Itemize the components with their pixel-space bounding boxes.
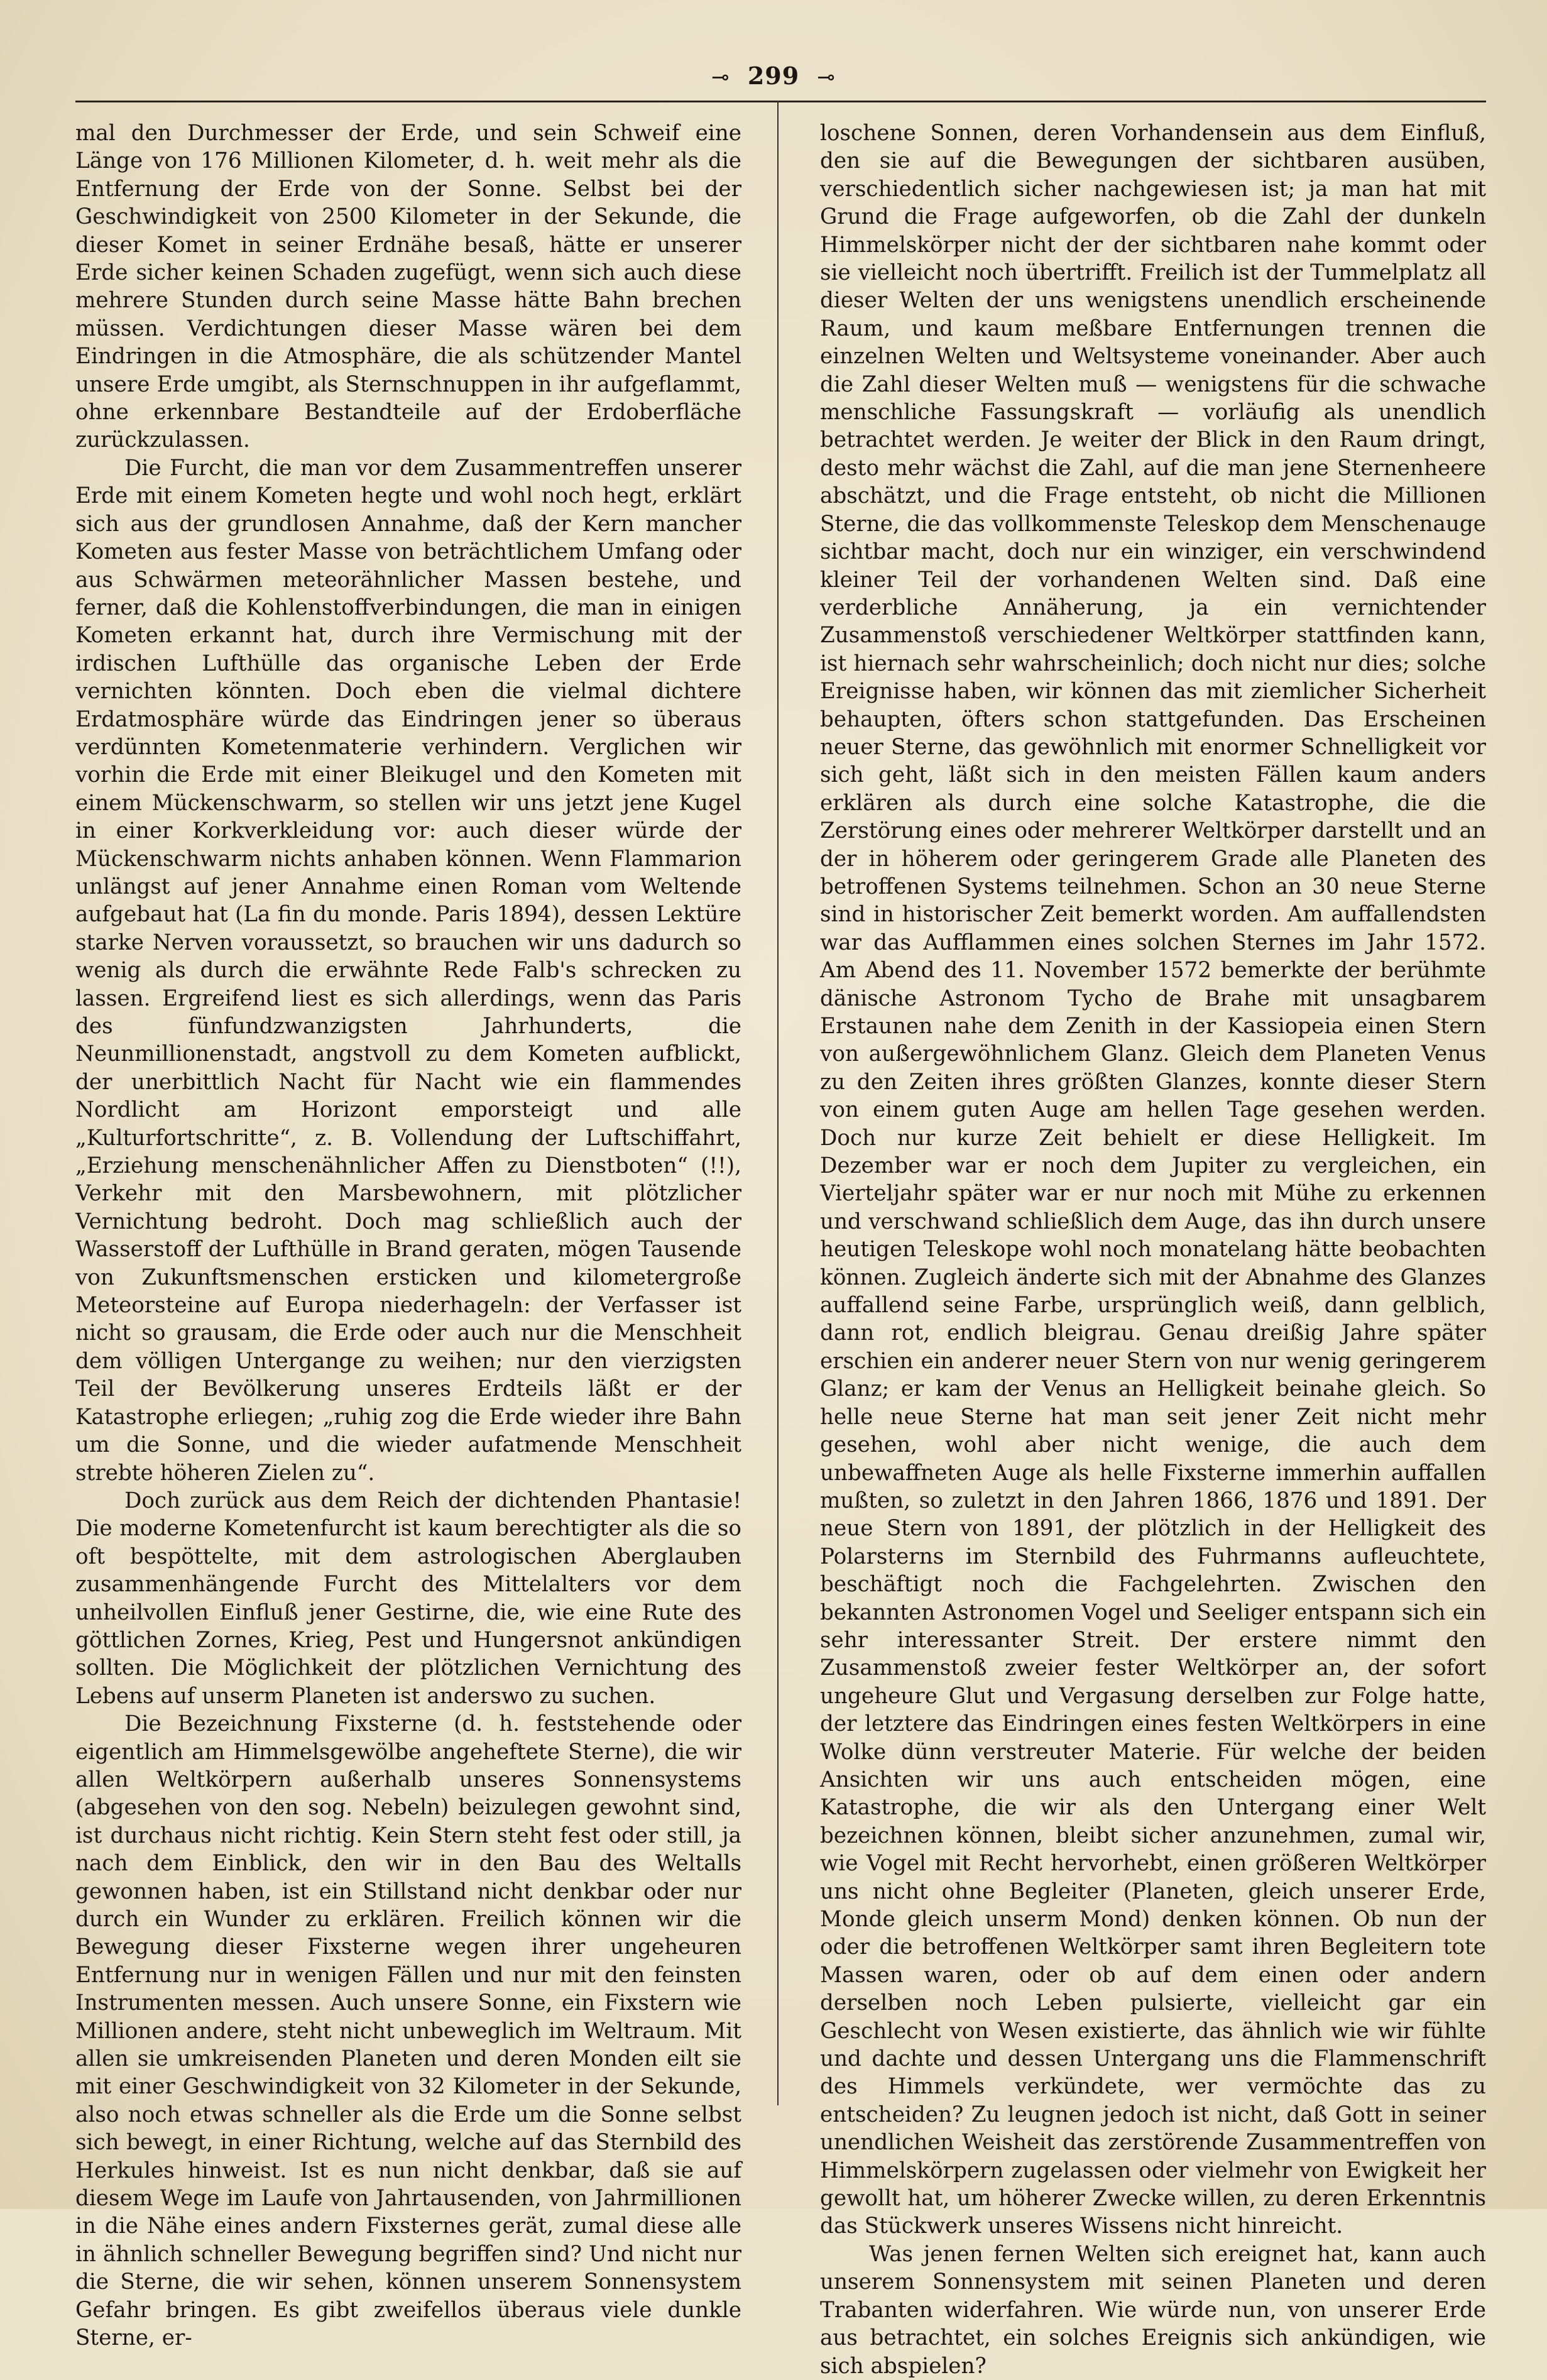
column-divider xyxy=(777,101,779,2105)
left-paragraph-3: Doch zurück aus dem Reich der dichtenden Phantasie! Die moderne Kometenfurcht ist kaum berechtigter als die so oft bespöttelte, mit dem astrologischen Aberglauben zusammenhängende Furcht des Mittelalters vor dem unheilvollen Einfluß jener Gestirne, die, wie eine Rute des göttlichen Zornes, Krieg, Pest und Hungersnot ankündigen sollten. Die Möglichkeit der plötzlichen Vernichtung des Lebens auf unserm Planeten ist anderswo zu suchen. xyxy=(75,1488,741,1709)
page-number: 299 xyxy=(747,62,800,90)
right-paragraph-2: Was jenen fernen Welten sich ereignet hat, kann auch unserem Sonnensystem mit seinen Planeten und deren Trabanten widerfahren. Wie würde nun, von unserer Erde aus betrachtet, ein solches Ereignis sich ankündigen, wie sich abspielen? xyxy=(820,2241,1486,2379)
left-paragraph-1: mal den Durchmesser der Erde, und sein Schweif eine Länge von 176 Millionen Kilometer, d. h. weit mehr als die Entfernung der Erde von der Sonne. Selbst bei der Geschwindigkeit von 2500 Kilometer in der Sekunde, die dieser Komet in seiner Erdnähe besaß, hätte er unserer Erde sicher keinen Schaden zugefügt, wenn sich auch diese mehrere Stunden durch seine Masse hätte Bahn brechen müssen. Verdichtungen dieser Masse wären bei dem Eindringen in die Atmosphäre, die als schützender Mantel unsere Erde umgibt, als Sternschnuppen in ihr aufgeflammt, ohne erkennbare Bestandteile auf der Erdoberfläche zurückzulassen. xyxy=(75,121,741,453)
ornament-left-icon: ⊸ xyxy=(711,65,730,90)
left-paragraph-4: Die Bezeichnung Fixsterne (d. h. feststehende oder eigentlich am Himmelsgewölbe angeheftete Sterne), die wir allen Weltkörpern außerhalb unseres Sonnensystems (abgesehen von den sog. Nebeln) beizulegen gewohnt sind, ist durchaus nicht richtig. Kein Stern steht fest oder still, ja nach dem Einblick, den wir in den Bau des Weltalls gewonnen haben, ist ein Stillstand nicht denkbar oder nur durch ein Wunder zu erklären. Freilich können wir die Bewegung dieser Fixsterne wegen ihrer ungeheuren Entfernung nur in wenigen Fällen und nur mit den feinsten Instrumenten messen. Auch unsere Sonne, ein Fixstern wie Millionen andere, steht nicht unbeweglich im Weltraum. Mit allen sie umkreisenden Planeten und deren Monden eilt sie mit einer Geschwindigkeit von 32 Kilometer in der Sekunde, also noch etwas schneller als die Erde um die Sonne selbst sich bewegt, in einer Richtung, welche auf das Sternbild des Herkules hinweist. Ist es nun nicht denkbar, daß sie auf diesem Wege im Laufe von Jahrtausenden, von Jahrmillionen in die Nähe eines andern Fixsternes gerät, zumal diese alle in ähnlich schneller Bewegung begriffen sind? Und nicht nur die Sterne, die wir sehen, können unserem Sonnensystem Gefahr bringen. Es gibt zweifellos überaus viele dunkle Sterne, er- xyxy=(75,1711,741,2351)
header-rule xyxy=(75,101,1486,102)
left-column xyxy=(75,119,741,2351)
ornament-right-icon: ⊸ xyxy=(817,65,836,90)
page-header xyxy=(0,62,1547,90)
left-paragraph-2: Die Furcht, die man vor dem Zusammentreffen unserer Erde mit einem Kometen hegte und wohl noch hegt, erklärt sich aus der grundlosen Annahme, daß der Kern mancher Kometen aus fester Masse von beträchtlichem Umfang oder aus Schwärmen meteorähnlicher Massen bestehe, und ferner, daß die Kohlenstoffverbindungen, die man in einigen Kometen erkannt hat, durch ihre Vermischung mit der irdischen Lufthülle das organische Leben der Erde vernichten könnten. Doch eben die vielmal dichtere Erdatmosphäre würde das Eindringen jener so überaus verdünnten Kometenmaterie verhindern. Verglichen wir vorhin die Erde mit einer Bleikugel und den Kometen mit einem Mückenschwarm, so stellen wir uns jetzt jene Kugel in einer Korkverkleidung vor: auch dieser würde der Mückenschwarm nichts anhaben können. Wenn Flammarion unlängst auf jener Annahme einen Roman vom Weltende aufgebaut hat (La fin du monde. Paris 1894), dessen Lektüre starke Nerven voraussetzt, so brauchen wir uns dadurch so wenig als durch die erwähnte Rede Falb's schrecken zu lassen. Ergreifend liest es sich allerdings, wenn das Paris des fünfundzwanzigsten Jahrhunderts, die Neunmillionenstadt, angstvoll zu dem Kometen aufblickt, der unerbittlich Nacht für Nacht wie ein flammendes Nordlicht am Horizont emporsteigt und alle „Kulturfortschritte“, z. B. Vollendung der Luftschiffahrt, „Erziehung menschenähnlicher Affen zu Dienstboten“ (!!), Verkehr mit den Marsbewohnern, mit plötzlicher Vernichtung bedroht. Doch mag schließlich auch der Wasserstoff der Lufthülle in Brand geraten, mögen Tausende von Zukunftsmenschen ersticken und kilometergroße Meteorsteine auf Europa niederhageln: der Verfasser ist nicht so grausam, die Erde oder auch nur die Menschheit dem völligen Untergange zu weihen; nur den vierzigsten Teil der Bevölkerung unseres Erdteils läßt er der Katastrophe erliegen; „ruhig zog die Erde wieder ihre Bahn um die Sonne, und die wieder aufatmende Menschheit strebte höheren Zielen zu“. xyxy=(75,455,741,1486)
right-column xyxy=(820,119,1486,2379)
right-paragraph-1: loschene Sonnen, deren Vorhandensein aus dem Einfluß, den sie auf die Bewegungen der sichtbaren ausüben, verschiedentlich sicher nachgewiesen ist; ja man hat mit Grund die Frage aufgeworfen, ob die Zahl der dunkeln Himmelskörper nicht der der sichtbaren nahe kommt oder sie vielleicht noch übertrifft. Freilich ist der Tummelplatz all dieser Welten der uns wenigstens unendlich erscheinende Raum, und kaum meßbare Entfernungen trennen die einzelnen Welten und Weltsysteme voneinander. Aber auch die Zahl dieser Welten muß — wenigstens für die schwache menschliche Fassungskraft — vorläufig als unendlich betrachtet werden. Je weiter der Blick in den Raum dringt, desto mehr wächst die Zahl, auf die man jene Sternenheere abschätzt, und die Frage entsteht, ob nicht die Millionen Sterne, die das vollkommenste Teleskop dem Menschenauge sichtbar macht, doch nur ein winziger, ein verschwindend kleiner Teil der vorhandenen Welten sind. Daß eine verderbliche Annäherung, ja ein vernichtender Zusammenstoß verschiedener Weltkörper stattfinden kann, ist hiernach sehr wahrscheinlich; doch nicht nur dies; solche Ereignisse haben, wir können das mit ziemlicher Sicherheit behaupten, öfters schon stattgefunden. Das Erscheinen neuer Sterne, das gewöhnlich mit enormer Schnelligkeit vor sich geht, läßt sich in den meisten Fällen kaum anders erklären als durch eine solche Katastrophe, die die Zerstörung eines oder mehrerer Weltkörper darstellt und an der in höherem oder geringerem Grade alle Planeten des betroffenen Systems teilnehmen. Schon an 30 neue Sterne sind in historischer Zeit bemerkt worden. Am auffallendsten war das Aufflammen eines solchen Sternes im Jahr 1572. Am Abend des 11. November 1572 bemerkte der berühmte dänische Astronom Tycho de Brahe mit unsagbarem Erstaunen nahe dem Zenith in der Kassiopeia einen Stern von außergewöhnlichem Glanz. Gleich dem Planeten Venus zu den Zeiten ihres größten Glanzes, konnte dieser Stern von einem guten Auge am hellen Tage gesehen werden. Doch nur kurze Zeit behielt er diese Helligkeit. Im Dezember war er noch dem Jupiter zu vergleichen, ein Vierteljahr später war er nur noch mit Mühe zu erkennen und verschwand schließlich dem Auge, das ihn durch unsere heutigen Teleskope wohl noch monatelang hätte beobachten können. Zugleich änderte sich mit der Abnahme des Glanzes auffallend seine Farbe, ursprünglich weiß, dann gelblich, dann rot, endlich bleigrau. Genau dreißig Jahre später erschien ein anderer neuer Stern von nur wenig geringerem Glanz; er kam der Venus an Helligkeit beinahe gleich. So helle neue Sterne hat man seit jener Zeit nicht mehr gesehen, wohl aber nicht wenige, die auch dem unbewaffneten Auge als helle Fixsterne immerhin auffallen mußten, so zuletzt in den Jahren 1866, 1876 und 1891. Der neue Stern von 1891, der plötzlich in der Helligkeit des Polarsterns im Sternbild des Fuhrmanns aufleuchtete, beschäftigt noch die Fachgelehrten. Zwischen den bekannten Astronomen Vogel und Seeliger entspann sich ein sehr interessanter Streit. Der erstere nimmt den Zusammenstoß zweier fester Weltkörper an, der sofort ungeheure Glut und Vergasung derselben zur Folge hatte, der letztere das Eindringen eines festen Weltkörpers in eine Wolke dünn verstreuter Materie. Für welche der beiden Ansichten wir uns auch entscheiden mögen, eine Katastrophe, die wir als den Untergang einer Welt bezeichnen können, bleibt sicher anzunehmen, zumal wir, wie Vogel mit Recht hervorhebt, einen größeren Weltkörper uns nicht ohne Begleiter (Planeten, gleich unserer Erde, Monde gleich unserm Mond) denken können. Ob nun der oder die betroffenen Weltkörper samt ihren Begleitern tote Massen waren, oder ob auf dem einen oder andern derselben noch Leben pulsierte, vielleicht gar ein Geschlecht von Wesen existierte, das ähnlich wie wir fühlte und dachte und dessen Untergang uns die Flammenschrift des Himmels verkündete, wer vermöchte das zu entscheiden? Zu leugnen jedoch ist nicht, daß Gott in seiner unendlichen Weisheit das zerstörende Zusammentreffen von Himmelskörpern zugelassen oder vielmehr von Ewigkeit her gewollt hat, um höherer Zwecke willen, zu deren Erkenntnis das Stückwerk unseres Wissens nicht hinreicht. xyxy=(820,121,1486,2239)
